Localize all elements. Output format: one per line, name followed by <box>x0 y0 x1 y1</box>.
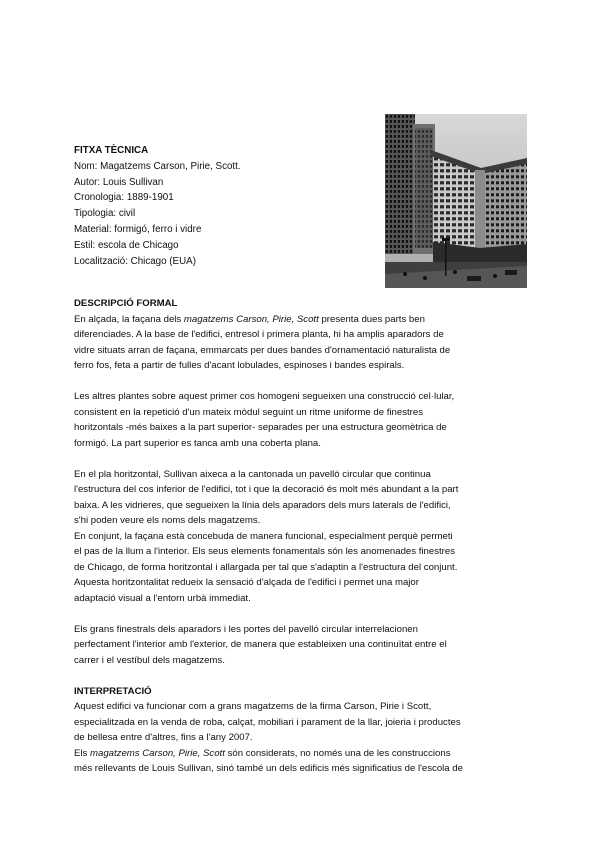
text-line: adaptació visual a l'entorn urbà immediat. <box>74 592 251 604</box>
body-text <box>74 296 534 777</box>
text-line: Els magatzems Carson, Pirie, Scott són considerats, no només una de les construccions <box>74 747 451 759</box>
fitxa-line: Nom: Magatzems Carson, Pirie, Scott. <box>74 160 241 172</box>
fitxa-heading: FITXA TÈCNICA <box>74 145 149 156</box>
text-line: especialitzada en la venda de roba, calçat, mobiliari i parament de la llar, joieria i productes <box>74 716 461 728</box>
text-line: diferenciades. A la base de l'edifici, entresol i primera planta, hi ha amplis aparadors de <box>74 329 444 340</box>
text-line: horitzontals -més baixes a la part superior- separades per una estructura geomètrica de <box>74 422 447 433</box>
text-line: consistent en la repetició d'un mateix mòdul seguint un ritme uniforme de finestres <box>74 406 423 418</box>
emphasis: magatzems Carson, Pirie, Scott <box>90 747 225 759</box>
interpretacio-heading: INTERPRETACIÓ <box>74 685 152 697</box>
text-line: s'hi poden veure els noms dels magatzems. <box>74 515 261 526</box>
text-line: Els grans finestrals dels aparadors i les portes del pavelló circular interrelacionen <box>74 623 418 635</box>
building-photo <box>385 114 527 288</box>
descripcio-heading: DESCRIPCIÓ FORMAL <box>74 298 178 309</box>
descripcio-paragraph-1 <box>74 312 534 374</box>
descripcio-paragraph-4 <box>74 622 534 669</box>
fitxa-line: Autor: Louis Sullivan <box>74 176 164 188</box>
descripcio-paragraph-3 <box>74 467 534 607</box>
fitxa-line: Localització: Chicago (EUA) <box>74 255 196 267</box>
text-line: baixa. A les vidrieres, que segueixen la línia dels aparadors dels murs laterals de l'edifici, <box>74 499 451 511</box>
descripcio-paragraph-2 <box>74 389 534 451</box>
interpretacio-paragraph <box>74 699 534 777</box>
text-line: de bellesa entre d'altres, fins a l'any 2007. <box>74 732 253 743</box>
text-line: En conjunt, la façana està concebuda de manera funcional, especialment perquè permeti <box>74 530 453 542</box>
text-line: el pas de la llum a l'interior. Els seus elements fonamentals són les anomenades finestres <box>74 546 455 557</box>
text-line: Aquesta horitzontalitat redueix la sensació d'alçada de l'edifici i permet una major <box>74 577 419 588</box>
text-line: Aquest edifici va funcionar com a grans magatzems de la firma Carson, Pirie i Scott, <box>74 701 432 712</box>
text-line: ferro fos, feta a partir de fulles d'acant lobulades, espinoses i bandes espirals. <box>74 360 405 371</box>
text-line: formigó. La part superior es tanca amb una coberta plana. <box>74 437 321 449</box>
text-line: perfectament l'interior amb l'exterior, de manera que estableixen una continuïtat entre el <box>74 639 447 650</box>
text-line: carrer i el vestíbul dels magatzems. <box>74 654 225 666</box>
text-line: més rellevants de Louis Sullivan, sinó també un dels edificis més significatius de l'escola de <box>74 763 463 774</box>
text-line: vidre situats arran de façana, emmarcats per dues bandes d'ornamentació naturalista de <box>74 344 451 356</box>
fitxa-tecnica <box>74 143 374 269</box>
text-line: En alçada, la façana dels magatzems Carson, Pirie, Scott presenta dues parts ben <box>74 313 425 325</box>
text-line: l'estructura del cos inferior de l'edifici, tot i que la decoració és molt més abundant a la part <box>74 484 459 495</box>
emphasis: magatzems Carson, Pirie, Scott <box>183 313 319 325</box>
fitxa-line: Material: formigó, ferro i vidre <box>74 223 202 235</box>
text-line: En el pla horitzontal, Sullivan aixeca a la cantonada un pavelló circular que continua <box>74 468 431 480</box>
fitxa-line: Tipologia: civil <box>74 208 136 220</box>
text-line: de Chicago, de forma horitzontal i allargada per tal que s'adaptin a l'estructura del conjunt. <box>74 561 458 573</box>
text-line: Les altres plantes sobre aquest primer cos homogeni segueixen una construcció cel·lular, <box>74 391 455 402</box>
fitxa-line: Cronologia: 1889-1901 <box>74 192 174 204</box>
fitxa-line: Estil: escola de Chicago <box>74 239 179 251</box>
